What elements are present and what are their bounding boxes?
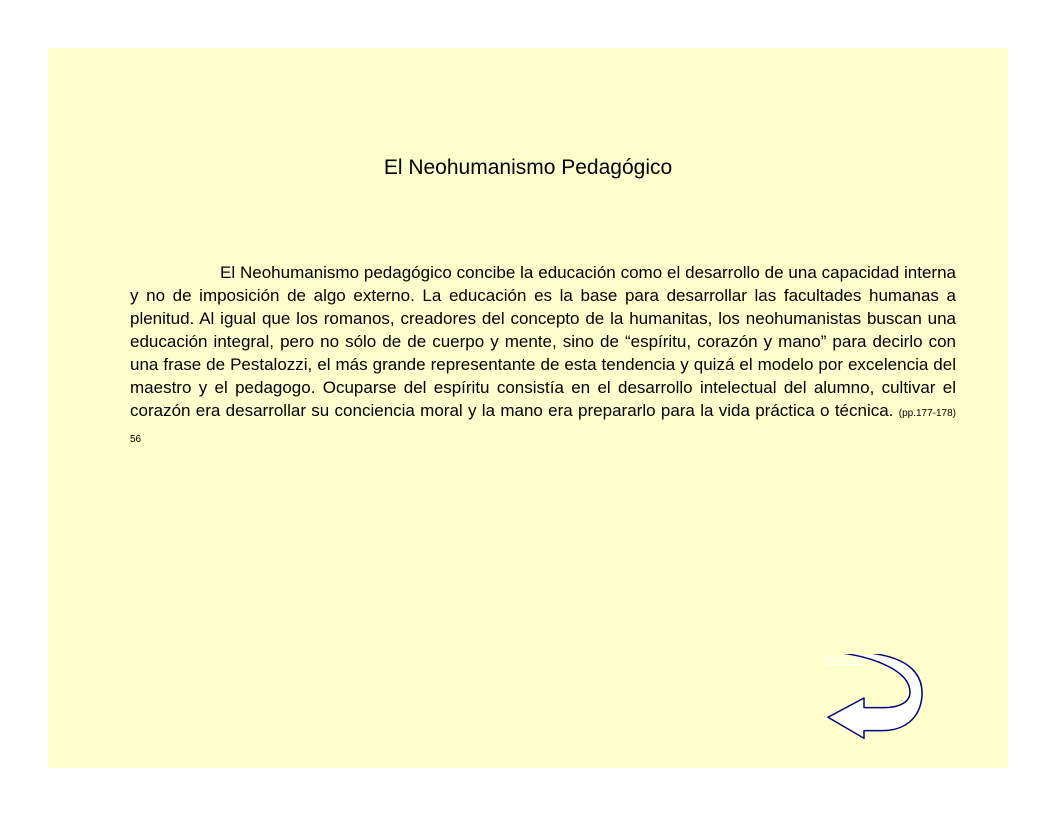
slide-title: El Neohumanismo Pedagógico bbox=[383, 156, 673, 179]
u-turn-back-arrow-icon[interactable] bbox=[824, 654, 924, 744]
paragraph-text: El Neohumanismo pedagógico concibe la educación como el desarrollo de una capacidad interna y no de imposición de algo externo. La educación es la base para desarrollar las facultades humanas a plenitud. Al igual que los romanos, creadores del concepto de la humanitas, los neohumanistas buscan una educación integral, pero no sólo de de cuerpo y mente, sino de “espíritu, corazón y mano” para decirlo con una frase de Pestalozzi, el más grande representante de esta tendencia y quizá el modelo por excelencia del maestro y el pedagogo. Ocuparse del espíritu consistía en el desarrollo intelectual del alumno, cultivar el corazón era desarrollar su conciencia moral y la mano era prepararlo para la vida práctica o técnica. bbox=[130, 263, 956, 420]
citation: (pp.177-178) 56 bbox=[130, 408, 956, 445]
slide bbox=[48, 48, 1008, 768]
body-paragraph bbox=[130, 261, 956, 451]
back-link[interactable]: Regreso bbox=[824, 655, 862, 666]
